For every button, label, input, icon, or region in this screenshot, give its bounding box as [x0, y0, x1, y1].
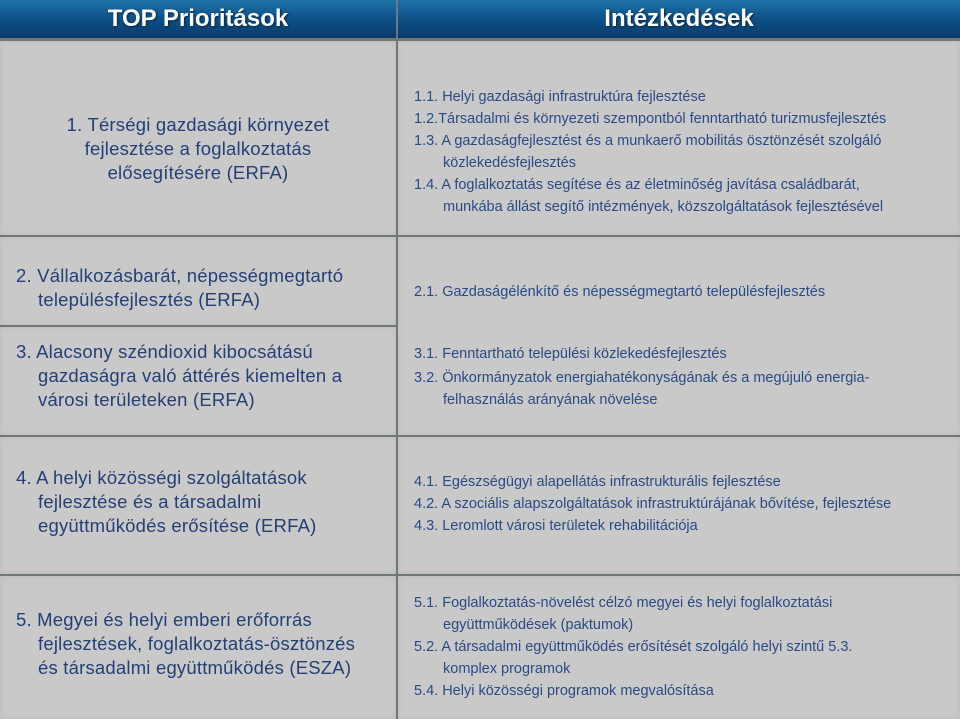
priority-3-line-3: városi területeken (ERFA) — [38, 389, 255, 410]
priority-1-line-2: fejlesztése a foglalkoztatás — [84, 138, 312, 159]
measure-3-line-2: 3.2. Önkormányzatok energiahatékonyságának és a megújuló energia- — [414, 370, 870, 386]
priority-text-4 — [16, 466, 316, 538]
priority-text-2 — [16, 264, 343, 312]
measure-5-line-2: együttműködések (paktumok) — [443, 617, 634, 633]
measure-text-2 — [414, 281, 825, 303]
priority-1-line-1: 1. Térségi gazdasági környezet — [66, 114, 330, 135]
priority-cell-4 — [0, 437, 396, 574]
priority-cell-3 — [0, 327, 396, 435]
measure-4-line-2: 4.2. A szociális alapszolgáltatások infrastruktúrájának bővítése, fejlesztése — [414, 496, 892, 512]
measure-4-line-1: 4.1. Egészségügyi alapellátás infrastrukturális fejlesztése — [414, 474, 781, 490]
priority-cell-1 — [0, 41, 396, 235]
priority-4-line-3: együttműködés erősítése (ERFA) — [38, 515, 317, 536]
measure-cell-1 — [398, 41, 960, 235]
priority-3-line-1: 3. Alacsony széndioxid kibocsátású — [16, 341, 313, 362]
priority-text-5 — [16, 608, 355, 680]
priority-3-line-2: gazdaságra való áttérés kiemelten a — [38, 365, 343, 386]
measure-3-line-1: 3.1. Fenntartható települési közlekedésfejlesztés — [414, 346, 727, 362]
priority-text-3 — [16, 340, 342, 412]
measure-text-4 — [414, 471, 891, 537]
priority-5-line-2: fejlesztések, foglalkoztatás-ösztönzés — [38, 633, 356, 654]
priority-4-line-2: fejlesztése és a társadalmi — [38, 491, 262, 512]
priority-1-line-3: elősegítésére (ERFA) — [107, 162, 289, 183]
measure-text-5 — [414, 592, 852, 702]
priority-cell-2 — [0, 237, 396, 325]
measure-1-line-4: közlekedésfejlesztés — [443, 155, 576, 171]
measure-1-line-6: munkába állást segítő intézmények, közszolgáltatások fejlesztésével — [443, 199, 884, 215]
measure-text-1 — [414, 86, 886, 218]
measure-cell-4 — [398, 437, 960, 574]
measure-1-line-2: 1.2.Társadalmi és környezeti szempontból fenntartható turizmusfejlesztés — [414, 111, 887, 127]
measure-5-line-1: 5.1. Foglalkoztatás-növelést célzó megyei és helyi foglalkoztatási — [414, 595, 833, 611]
measure-cell-5 — [398, 576, 960, 719]
measure-1-line-1: 1.1. Helyi gazdasági infrastruktúra fejlesztése — [414, 89, 706, 105]
priority-4-line-1: 4. A helyi közösségi szolgáltatások — [16, 467, 307, 488]
priority-5-line-3: és társadalmi együttműködés (ESZA) — [38, 657, 352, 678]
priority-5-line-1: 5. Megyei és helyi emberi erőforrás — [16, 609, 312, 630]
measure-2-line-1: 2.1. Gazdaságélénkítő és népességmegtartó településfejlesztés — [414, 284, 826, 300]
measure-4-line-3: 4.3. Leromlott városi területek rehabilitációja — [414, 518, 698, 534]
priority-2-line-1: 2. Vállalkozásbarát, népességmegtartó — [16, 265, 344, 286]
header-measures: Intézkedések — [398, 0, 960, 38]
priority-cell-5 — [0, 576, 396, 719]
measure-5-line-3: 5.2. A társadalmi együttműködés erősítését szolgáló helyi szintű 5.3. — [414, 639, 853, 655]
measure-1-line-5: 1.4. A foglalkoztatás segítése és az életminőség javítása családbarát, — [414, 177, 860, 193]
measure-5-line-5: 5.4. Helyi közösségi programok megvalósítása — [414, 683, 714, 699]
measure-5-line-4: komplex programok — [443, 661, 571, 677]
measure-cell-2-3 — [398, 237, 960, 435]
priority-text-1 — [0, 113, 396, 185]
measure-1-line-3: 1.3. A gazdaságfejlesztést és a munkaerő mobilitás ösztönzését szolgáló — [414, 133, 882, 149]
header-top-priorities: TOP Prioritások — [0, 0, 396, 38]
priority-2-line-2: településfejlesztés (ERFA) — [38, 289, 261, 310]
measure-text-3 — [414, 343, 869, 411]
measure-3-line-3: felhasználás arányának növelése — [443, 392, 658, 408]
